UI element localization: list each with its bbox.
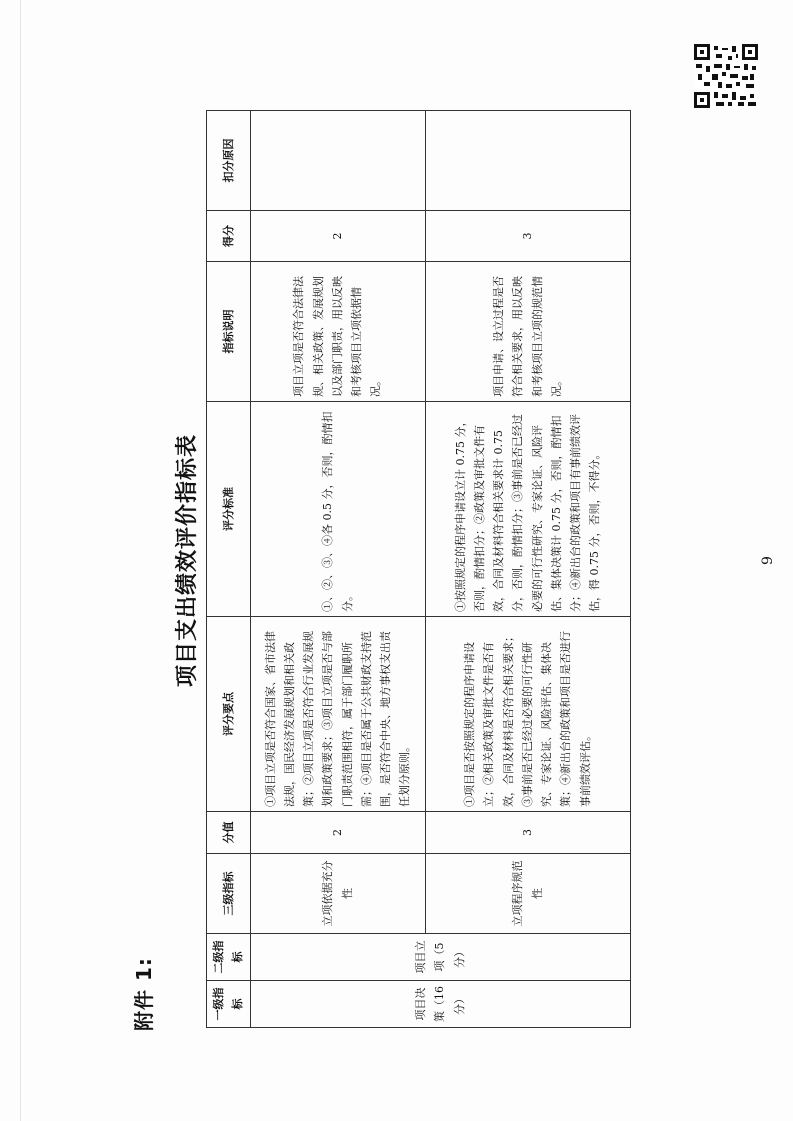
header-points: 评分要点 <box>207 617 251 812</box>
reason-cell <box>250 111 425 211</box>
header-score-value: 分值 <box>207 812 251 854</box>
value-cell: 2 <box>250 812 425 854</box>
evaluation-index-table <box>206 110 631 1028</box>
header-description: 指标说明 <box>207 262 251 402</box>
header-score: 得分 <box>207 211 251 262</box>
table-header-row <box>207 111 251 1028</box>
annex-label: 附件 1: <box>132 957 156 1031</box>
document-title: 项目支出绩效评价指标表 <box>175 434 200 688</box>
header-level1: 一级指标 <box>207 981 251 1028</box>
level3-cell: 立项程序规范性 <box>425 854 630 934</box>
points-cell: ①项目是否按照规定的程序申请设立；②相关政策及审批文件是否有效，合同及材料是否符合相关要求；③事前是否已经过必要的可行性研究、专家论证、风险评估、集体决策；④新出台的政策和项目是否进行事前绩效评估。 <box>425 617 630 812</box>
header-deduction-reason: 扣分原因 <box>207 111 251 211</box>
points-cell: ①项目立项是否符合国家、省市法律法规，国民经济发展规划和相关政策；②项目立项是否符合行业发展规划和政策要求；③项目立项是否与部门职责范围相符，属于部门履职所需；④项目是否属于公共财政支持范围，是否符合中央、地方事权支出责任划分原则。 <box>250 617 425 812</box>
level1-cell: 项目决策（16分） <box>250 981 630 1028</box>
reason-cell <box>425 111 630 211</box>
header-level3: 三级指标 <box>207 854 251 934</box>
table-row <box>425 111 630 1028</box>
criteria-cell: ①、②、③、④各 0.5 分，否则，酌情扣分。 <box>250 402 425 617</box>
description-cell: 项目立项是否符合法律法规、相关政策、发展规划以及部门职责，用以反映和考核项目立项依据情况。 <box>250 262 425 402</box>
value-cell: 3 <box>425 812 630 854</box>
table-row <box>250 111 425 1028</box>
level3-cell: 立项依据充分性 <box>250 854 425 934</box>
header-level2: 二级指标 <box>207 934 251 981</box>
score-cell: 2 <box>250 211 425 262</box>
level2-cell: 项目立项（5分） <box>250 934 630 981</box>
score-cell: 3 <box>425 211 630 262</box>
description-cell: 项目申请、设立过程是否符合相关要求，用以反映和考核项目立项的规范情况。 <box>425 262 630 402</box>
header-criteria: 评分标准 <box>207 402 251 617</box>
criteria-cell: ①按照规定的程序申请设立计 0.75 分，否则，酌情扣分；②政策及审批文件有效，合同及材料符合相关要求计 0.75 分，否则，酌情扣分；③事前是否已经过必要的可行性研究、专家论证、风险评估、集体决策计 0.75 分，否则，酌情扣分；④新出台的政策和项目有事前绩效评估，得 0.75 分，否则，不得分。 <box>425 402 630 617</box>
page-number: 9 <box>760 556 776 565</box>
